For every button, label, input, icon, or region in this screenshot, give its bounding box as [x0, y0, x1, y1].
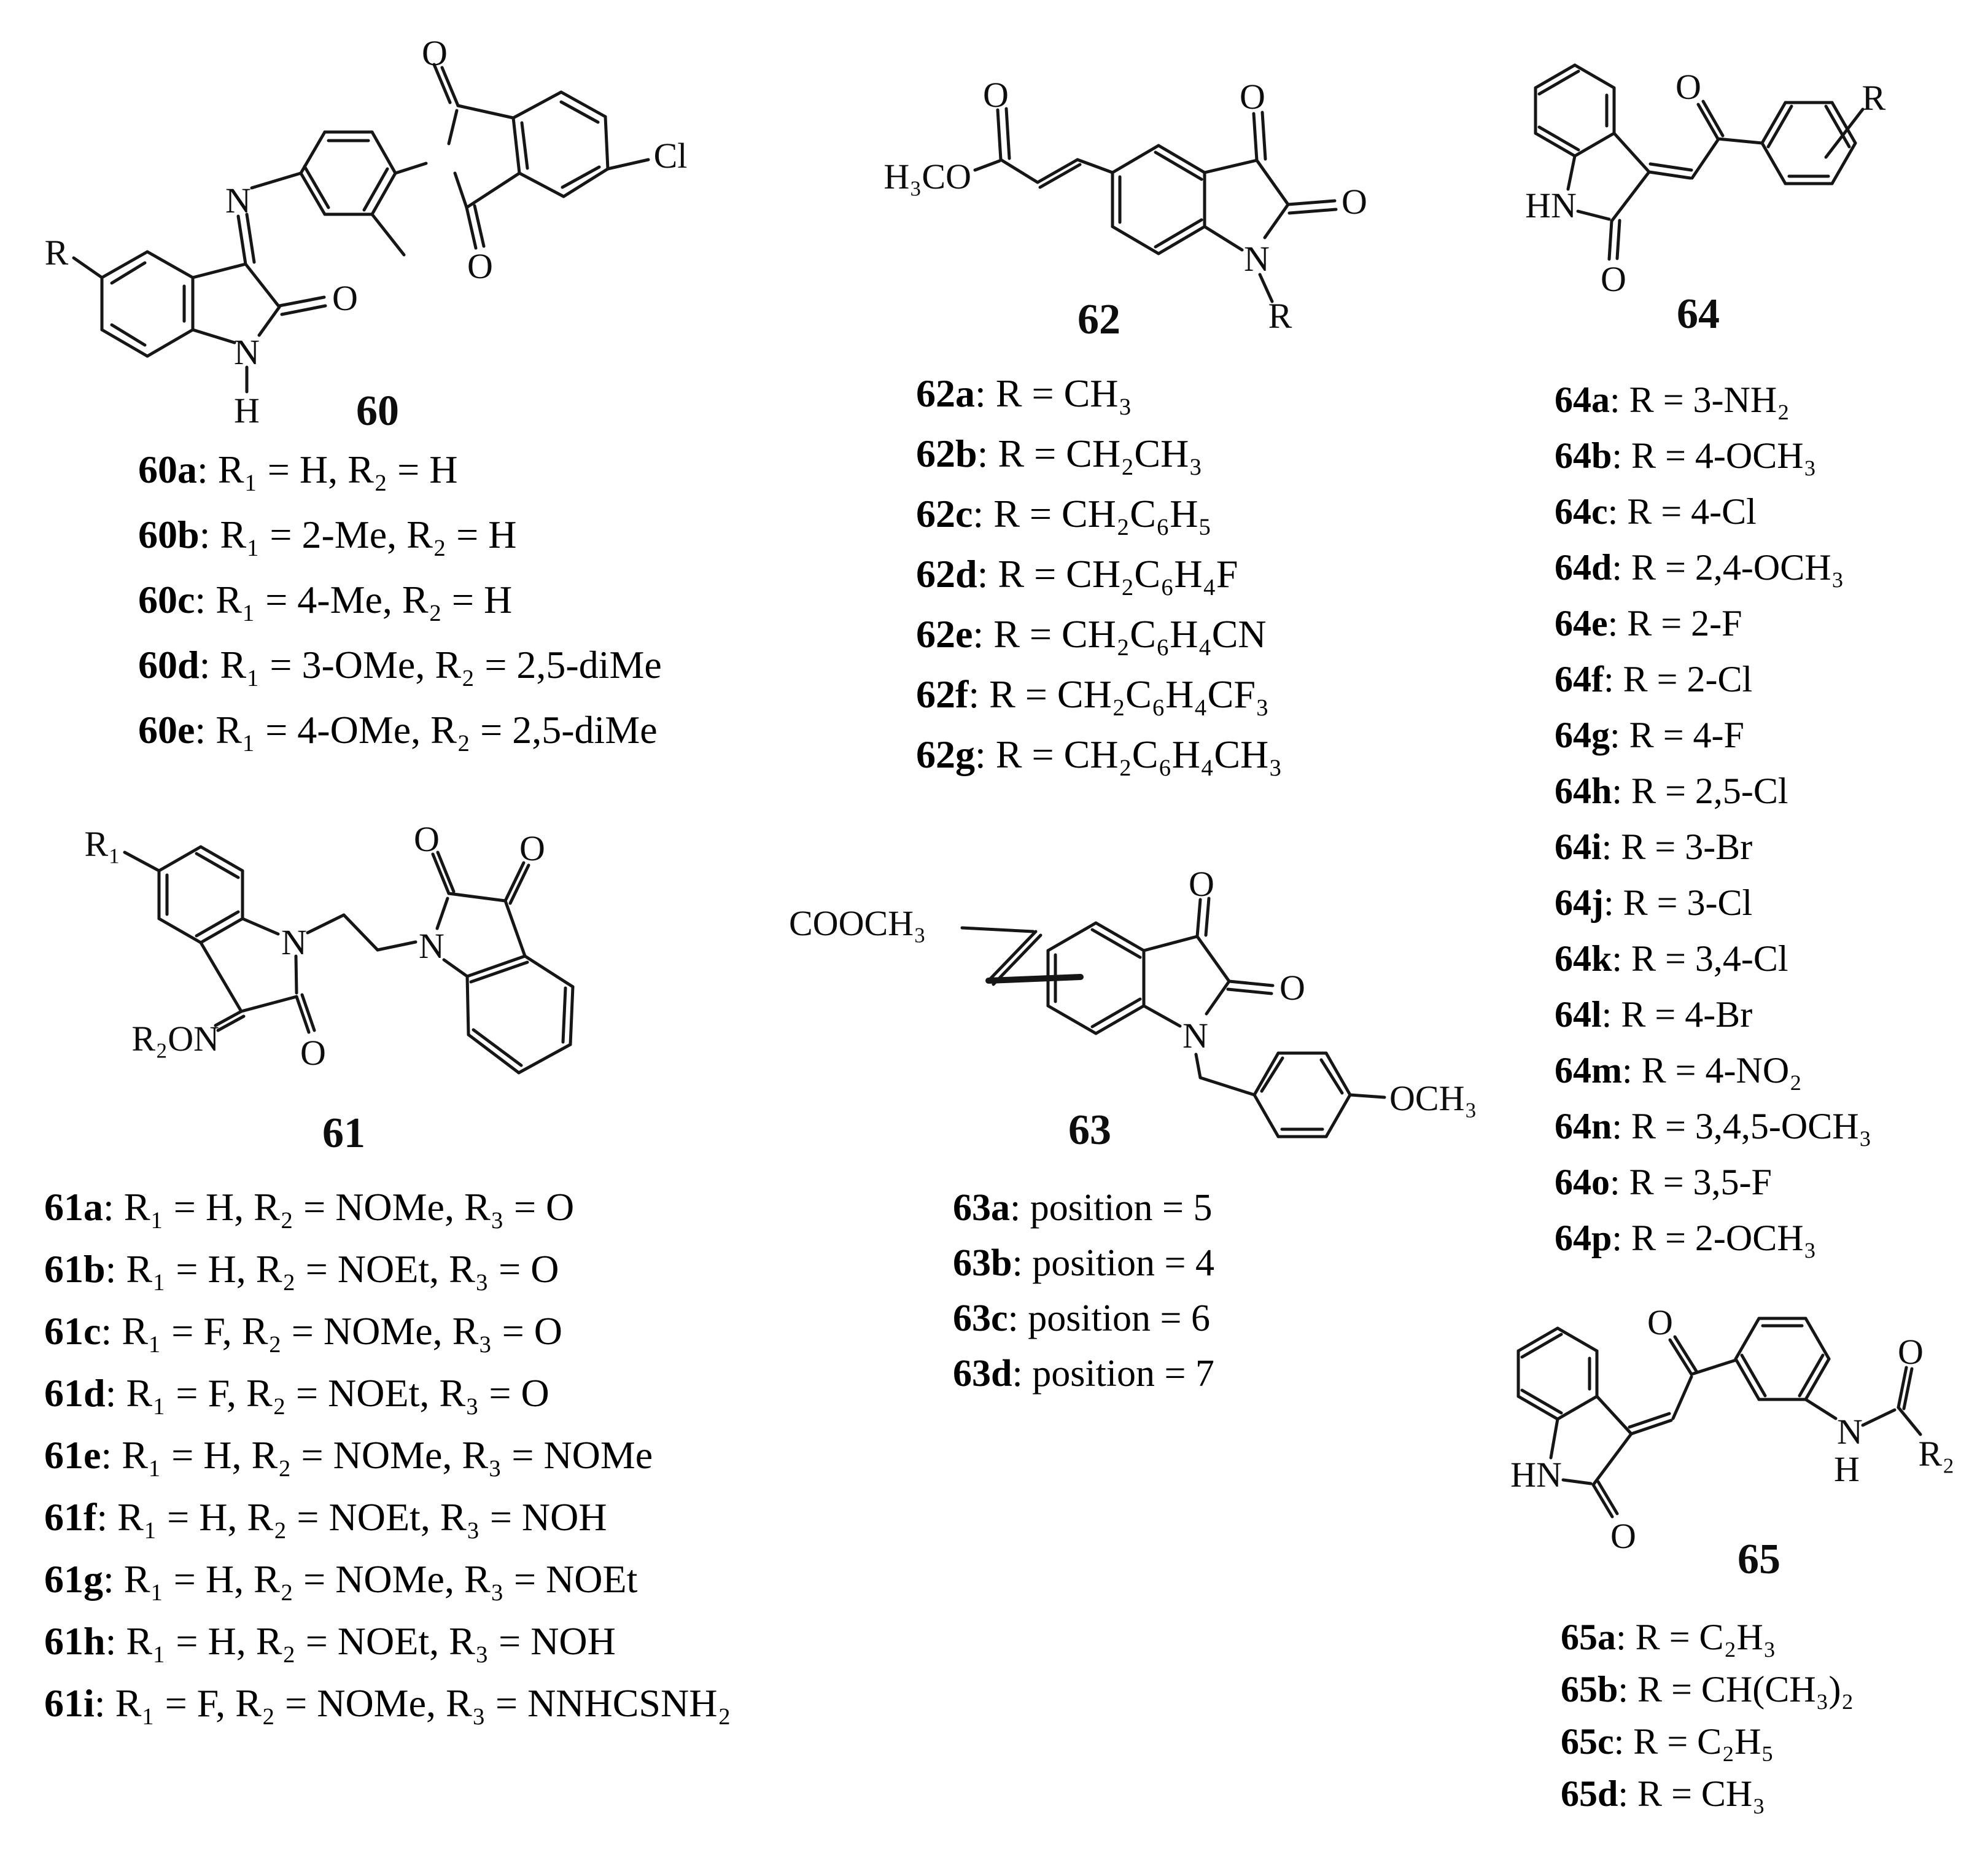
- variant-desc: : R = 4-OCH₃: [1612, 435, 1817, 476]
- variant-desc: : R = CH₃: [1618, 1773, 1766, 1814]
- oxygen-atom-label: O: [300, 1033, 326, 1073]
- variant-row: [1555, 1043, 1871, 1099]
- variant-desc: : R₁ = 3-OMe, R₂ = 2,5-diMe: [199, 643, 662, 687]
- variant-desc: : R = 2-F: [1607, 603, 1742, 644]
- variant-id: 65d: [1561, 1773, 1618, 1814]
- variant-id: 64o: [1555, 1162, 1610, 1202]
- variant-row: [916, 484, 1283, 544]
- variant-row: [1555, 540, 1871, 596]
- variant-row: [1555, 763, 1871, 819]
- variant-row: [44, 1362, 731, 1424]
- variant-id: 65a: [1561, 1617, 1616, 1657]
- variant-id: 61c: [44, 1309, 101, 1353]
- hydrogen-atom-label: H: [1834, 1449, 1860, 1489]
- oxygen-atom-label: O: [422, 33, 448, 73]
- oxygen-atom-label: O: [332, 278, 358, 318]
- compound-60-number: 60: [356, 387, 399, 435]
- variant-id: 60c: [138, 578, 195, 621]
- oxygen-atom-label: O: [1647, 1302, 1673, 1342]
- methoxy-group-label: OCH₃: [1389, 1078, 1477, 1118]
- r-substituent-label: R: [1268, 296, 1292, 336]
- amide-nh-label: HN: [1525, 185, 1577, 225]
- variant-row: [916, 664, 1283, 725]
- variant-desc: : position = 6: [1008, 1298, 1211, 1339]
- variant-row: [138, 502, 662, 567]
- oxygen-atom-label: O: [1898, 1332, 1924, 1372]
- oxygen-atom-label: O: [414, 819, 440, 859]
- oxygen-atom-label: O: [467, 246, 493, 286]
- variant-row: [1561, 1611, 1854, 1663]
- variant-desc: : R₁ = H, R₂ = NOMe, R₃ = NOEt: [103, 1557, 638, 1601]
- oxygen-atom-label: O: [1189, 864, 1214, 904]
- variant-desc: : R₁ = F, R₂ = NOEt, R₃ = O: [105, 1371, 549, 1415]
- structure-61-diagram: [34, 789, 678, 1170]
- variant-id: 60a: [138, 448, 197, 491]
- structure-60-atom-labels: [45, 33, 688, 430]
- variant-desc: : R = 2,4-OCH₃: [1612, 547, 1844, 588]
- variant-id: 61d: [44, 1371, 106, 1415]
- variant-id: 61e: [44, 1433, 101, 1477]
- variant-desc: : R = CH(CH₃)₂: [1618, 1669, 1854, 1710]
- variant-row: [1561, 1663, 1854, 1716]
- variant-row: [44, 1610, 731, 1672]
- compound-60-variant-list: [138, 437, 662, 763]
- variant-row: [953, 1346, 1214, 1401]
- structure-62-diagram: [792, 40, 1406, 359]
- variant-row: [953, 1291, 1214, 1346]
- variant-id: 63b: [953, 1242, 1012, 1284]
- variant-id: 62f: [916, 672, 969, 716]
- oxygen-atom-label: O: [1610, 1516, 1636, 1556]
- nitrogen-atom-label: N: [419, 926, 445, 966]
- oxygen-atom-label: O: [983, 75, 1009, 115]
- nitrogen-atom-label: N: [281, 922, 307, 962]
- variant-id: 64p: [1555, 1218, 1612, 1258]
- variant-desc: : R = CH₂C₆H₄CF₃: [968, 672, 1270, 716]
- compound-63-variant-list: [953, 1180, 1214, 1401]
- oxygen-atom-label: O: [1342, 182, 1367, 222]
- variant-row: [1555, 428, 1871, 484]
- variant-desc: : R = 4-NO₂: [1621, 1050, 1803, 1091]
- variant-id: 63a: [953, 1187, 1010, 1229]
- structure-61-atom-labels: [85, 819, 545, 1073]
- variant-id: 64g: [1555, 715, 1610, 755]
- structure-64-diagram: [1460, 17, 1988, 361]
- variant-desc: : R = 2-Cl: [1603, 659, 1753, 699]
- oxygen-atom-label: O: [519, 828, 545, 868]
- compound-64-number: 64: [1677, 290, 1720, 338]
- variant-row: [44, 1238, 731, 1300]
- variant-id: 65b: [1561, 1669, 1618, 1710]
- variant-row: [44, 1424, 731, 1486]
- variant-row: [1555, 707, 1871, 763]
- r-substituent-label: R: [44, 233, 69, 273]
- variant-id: 64c: [1555, 491, 1608, 532]
- oxygen-atom-label: O: [1240, 77, 1265, 117]
- compound-61-variant-list: [44, 1176, 731, 1734]
- variant-desc: : R₁ = H, R₂ = H: [197, 448, 458, 491]
- variant-row: [1555, 484, 1871, 540]
- variant-desc: : R₁ = F, R₂ = NOMe, R₃ = O: [101, 1309, 562, 1353]
- variant-id: 64i: [1555, 827, 1602, 867]
- variant-id: 61b: [44, 1247, 106, 1291]
- compound-61-number: 61: [322, 1110, 365, 1157]
- variant-id: 63c: [953, 1298, 1008, 1339]
- variant-desc: : position = 5: [1010, 1187, 1213, 1229]
- structure-60-diagram: [18, 12, 755, 442]
- variant-id: 64f: [1555, 659, 1604, 699]
- r-substituent-label: R: [1862, 78, 1886, 118]
- variant-row: [44, 1300, 731, 1362]
- variant-desc: : R = 3-Br: [1601, 827, 1753, 867]
- variant-id: 64l: [1555, 994, 1602, 1035]
- variant-id: 64a: [1555, 379, 1610, 420]
- variant-id: 60e: [138, 708, 195, 752]
- nitrogen-atom-label: N: [1182, 1016, 1208, 1056]
- variant-desc: : R = CH₂C₆H₅: [973, 492, 1212, 535]
- variant-id: 64k: [1555, 938, 1612, 979]
- variant-desc: : R = 3,4,5-OCH₃: [1612, 1106, 1872, 1146]
- variant-desc: : R₁ = H, R₂ = NOEt, R₃ = NOH: [96, 1495, 607, 1539]
- variant-desc: : R = 3-Cl: [1603, 882, 1753, 923]
- variant-id: 62a: [916, 372, 975, 415]
- variant-row: [916, 544, 1283, 604]
- variant-row: [916, 424, 1283, 484]
- amide-nh-label: HN: [1510, 1455, 1562, 1495]
- variant-row: [1555, 1099, 1871, 1154]
- oxygen-atom-label: O: [1601, 259, 1626, 299]
- variant-id: 60d: [138, 643, 200, 687]
- structure-63-bonds: [962, 898, 1384, 1137]
- variant-row: [1555, 652, 1871, 707]
- variant-id: 62e: [916, 612, 973, 656]
- variant-row: [916, 364, 1283, 424]
- variant-desc: : R₁ = 2-Me, R₂ = H: [199, 513, 517, 556]
- oxygen-atom-label: O: [1279, 968, 1305, 1008]
- variant-row: [138, 632, 662, 698]
- variant-id: 61f: [44, 1495, 97, 1539]
- variant-row: [1555, 931, 1871, 987]
- variant-row: [44, 1548, 731, 1610]
- variant-desc: : R = 4-F: [1610, 715, 1744, 755]
- variant-desc: : R₁ = H, R₂ = NOEt, R₃ = NOH: [105, 1619, 616, 1663]
- variant-desc: : R = 3-NH₂: [1610, 379, 1790, 420]
- variant-id: 65c: [1561, 1721, 1614, 1762]
- variant-desc: : R₁ = F, R₂ = NOMe, R₃ = NNHCSNH₂: [94, 1681, 731, 1725]
- variant-desc: : R = 4-Br: [1601, 994, 1753, 1035]
- variant-id: 64h: [1555, 771, 1612, 811]
- structure-60-bonds: [74, 64, 648, 392]
- variant-id: 62b: [916, 432, 977, 475]
- variant-desc: : R = CH₂C₆H₄CH₃: [975, 733, 1283, 776]
- variant-id: 63d: [953, 1353, 1012, 1395]
- variant-id: 64j: [1555, 882, 1604, 923]
- variant-id: 62c: [916, 492, 973, 535]
- compound-65-variant-list: [1561, 1611, 1854, 1820]
- r1-substituent-label: R₁: [84, 824, 121, 864]
- structure-62-bonds: [975, 109, 1336, 302]
- variant-row: [1561, 1768, 1854, 1820]
- variant-id: 64n: [1555, 1106, 1612, 1146]
- variant-id: 61a: [44, 1185, 103, 1229]
- structure-63-diagram: [771, 850, 1507, 1158]
- variant-row: [953, 1180, 1214, 1235]
- variant-row: [916, 725, 1283, 785]
- variant-row: [1555, 596, 1871, 652]
- variant-row: [44, 1486, 731, 1548]
- variant-desc: : R₁ = 4-Me, R₂ = H: [195, 578, 513, 621]
- variant-id: 64e: [1555, 603, 1608, 644]
- variant-desc: : R₁ = H, R₂ = NOMe, R₃ = NOMe: [101, 1433, 653, 1477]
- variant-id: 61i: [44, 1681, 95, 1725]
- oxygen-atom-label: O: [1675, 67, 1701, 107]
- nitrogen-atom-label: N: [234, 332, 260, 372]
- compound-65-number: 65: [1738, 1536, 1780, 1583]
- variant-desc: : R = CH₃: [975, 372, 1132, 415]
- variant-id: 64m: [1555, 1050, 1622, 1091]
- nitrogen-atom-label: N: [1837, 1412, 1863, 1452]
- variant-id: 60b: [138, 513, 200, 556]
- variant-id: 64d: [1555, 547, 1612, 588]
- variant-id: 61h: [44, 1619, 106, 1663]
- compound-62-number: 62: [1077, 296, 1120, 343]
- variant-row: [138, 437, 662, 502]
- variant-desc: : R = CH₂C₆H₄F: [977, 552, 1238, 596]
- variant-desc: : R = C₂H₃: [1616, 1617, 1776, 1657]
- structure-63-atom-labels: [789, 864, 1477, 1118]
- variant-desc: : R₁ = H, R₂ = NOEt, R₃ = O: [105, 1247, 559, 1291]
- nitrogen-atom-label: N: [1244, 239, 1270, 279]
- variant-row: [916, 604, 1283, 664]
- variant-row: [1561, 1716, 1854, 1768]
- variant-row: [138, 698, 662, 763]
- variant-desc: : R₁ = H, R₂ = NOMe, R₃ = O: [103, 1185, 575, 1229]
- methoxy-group-label: H₃CO: [883, 157, 971, 196]
- variant-row: [138, 567, 662, 632]
- variant-row: [1555, 875, 1871, 931]
- structure-65-diagram: [1431, 1277, 1988, 1584]
- variant-id: 61g: [44, 1557, 103, 1601]
- variant-row: [1555, 987, 1871, 1043]
- variant-row: [1555, 372, 1871, 428]
- hydrogen-atom-label: H: [234, 391, 260, 430]
- variant-row: [953, 1235, 1214, 1291]
- r2-substituent-label: R₂: [1918, 1434, 1955, 1474]
- variant-row: [1555, 819, 1871, 875]
- chlorine-atom-label: Cl: [653, 136, 688, 176]
- oxime-group-label: R₂ON: [131, 1019, 219, 1059]
- variant-row: [1555, 1154, 1871, 1210]
- variant-desc: : R = CH₂CH₃: [977, 432, 1203, 475]
- variant-desc: : R = 2-OCH₃: [1612, 1218, 1817, 1258]
- compound-63-number: 63: [1068, 1107, 1111, 1154]
- variant-desc: : position = 4: [1012, 1242, 1214, 1284]
- variant-desc: : R = 4-Cl: [1607, 491, 1757, 532]
- variant-desc: : R = C₂H₅: [1613, 1721, 1774, 1762]
- variant-id: 62g: [916, 733, 975, 776]
- compound-64-variant-list: [1555, 372, 1871, 1266]
- variant-desc: : R = 3,4-Cl: [1612, 938, 1788, 979]
- variant-desc: : R = 3,5-F: [1610, 1162, 1772, 1202]
- variant-row: [44, 1176, 731, 1238]
- variant-desc: : R = CH₂C₆H₄CN: [973, 612, 1267, 656]
- variant-desc: : R = 2,5-Cl: [1612, 771, 1788, 811]
- variant-desc: : position = 7: [1012, 1353, 1214, 1395]
- variant-id: 64b: [1555, 435, 1612, 476]
- imine-nitrogen-label: N: [225, 181, 251, 220]
- variant-row: [1555, 1210, 1871, 1266]
- compound-62-variant-list: [916, 364, 1283, 785]
- variant-row: [44, 1672, 731, 1734]
- ester-group-label: COOCH₃: [789, 903, 926, 943]
- variant-desc: : R₁ = 4-OMe, R₂ = 2,5-diMe: [195, 708, 658, 752]
- variant-id: 62d: [916, 552, 977, 596]
